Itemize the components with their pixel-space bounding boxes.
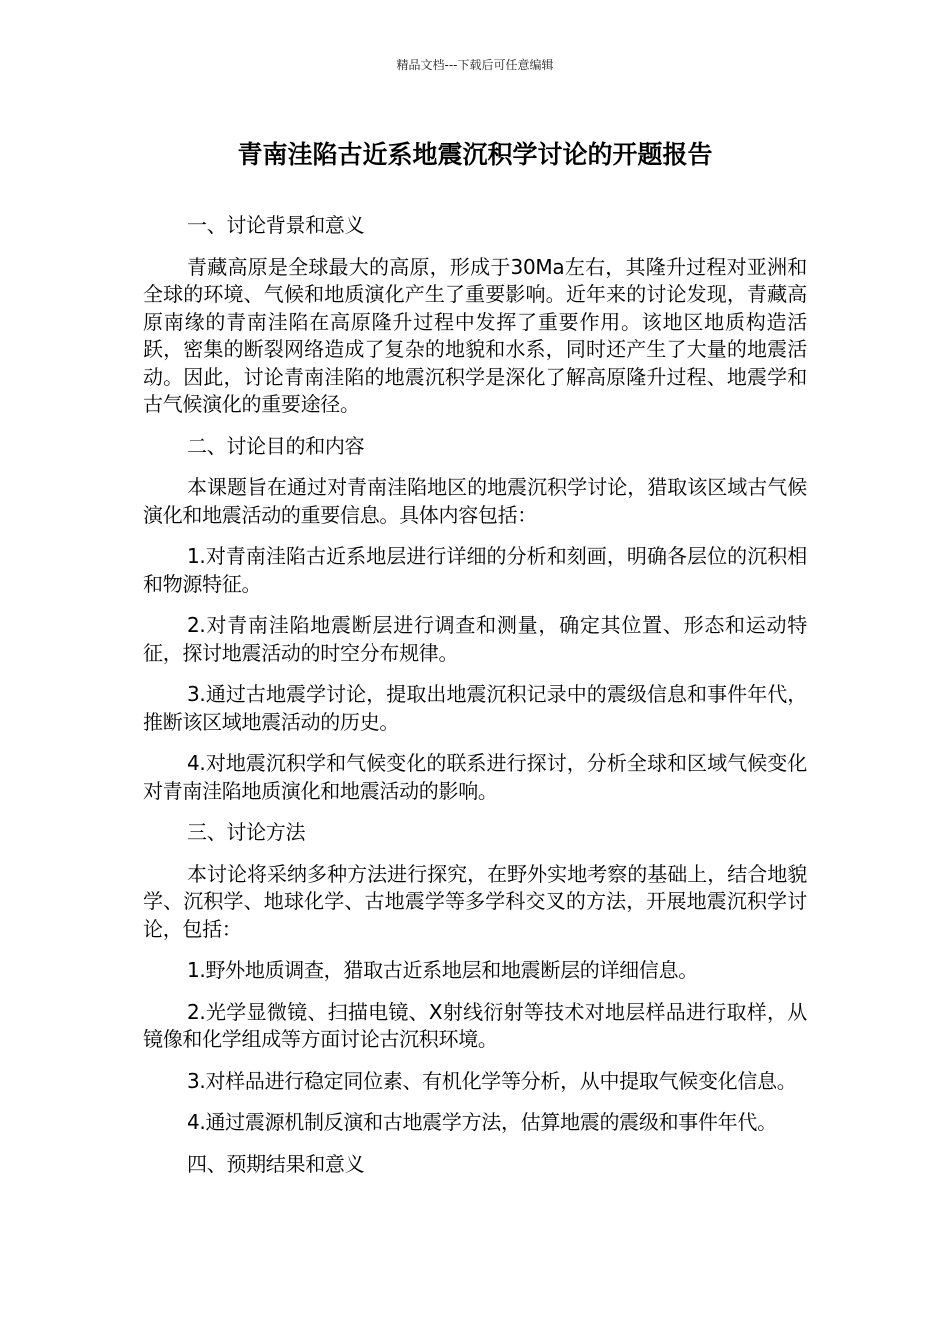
paragraph: 青藏高原是全球最大的高原，形成于30Ma左右，其隆升过程对亚洲和全球的环境、气候和地质演化产生了重要影响。近年来的讨论发现，青藏高原南缘的青南洼陷在高原隆升过程中发挥了重要作用。该地区地质构造活跃，密集的断裂网络造成了复杂的地貌和水系，同时还产生了大量的地震活动。因此，讨论青南洼陷的地震沉积学是深化了解高原隆升过程、地震学和古气候演化的重要途径。 — [143, 254, 807, 416]
paragraph: 本课题旨在通过对青南洼陷地区的地震沉积学讨论，猎取该区域古气候演化和地震活动的重要信息。具体内容包括： — [143, 475, 807, 527]
document-title: 青南洼陷古近系地震沉积学讨论的开题报告 — [237, 140, 713, 169]
list-item: 2.光学显微镜、扫描电镜、X射线衍射等技术对地层样品进行取样，从镜像和化学组成等方面讨论古沉积环境。 — [143, 999, 807, 1051]
list-item: 4.对地震沉积学和气候变化的联系进行探讨，分析全球和区域气候变化对青南洼陷地质演化和地震活动的影响。 — [143, 751, 807, 803]
list-item: 1.对青南洼陷古近系地层进行详细的分析和刻画，明确各层位的沉积相和物源特征。 — [143, 544, 807, 596]
list-item: 4.通过震源机制反演和古地震学方法，估算地震的震级和事件年代。 — [187, 1110, 777, 1134]
section-heading-objectives: 二、讨论目的和内容 — [187, 433, 365, 458]
header-note: 精品文档---下载后可任意编辑 — [396, 58, 554, 72]
section-heading-methods: 三、讨论方法 — [187, 820, 306, 844]
list-item: 2.对青南洼陷地震断层进行调查和测量，确定其位置、形态和运动特征，探讨地震活动的时空分布规律。 — [143, 613, 807, 665]
section-heading-background: 一、讨论背景和意义 — [187, 213, 365, 237]
list-item: 3.通过古地震学讨论，提取出地震沉积记录中的震级信息和事件年代，推断该区域地震活动的历史。 — [143, 682, 807, 734]
list-item: 3.对样品进行稳定同位素、有机化学等分析，从中提取气候变化信息。 — [187, 1068, 797, 1093]
paragraph: 本讨论将采纳多种方法进行探究，在野外实地考察的基础上，结合地貌学、沉积学、地球化学、古地震学等多学科交叉的方法，开展地震沉积学讨论，包括： — [143, 861, 807, 941]
document-body — [143, 212, 807, 1192]
list-item: 1.野外地质调查，猎取古近系地层和地震断层的详细信息。 — [187, 958, 698, 982]
section-heading-expected-results: 四、预期结果和意义 — [187, 1151, 365, 1176]
